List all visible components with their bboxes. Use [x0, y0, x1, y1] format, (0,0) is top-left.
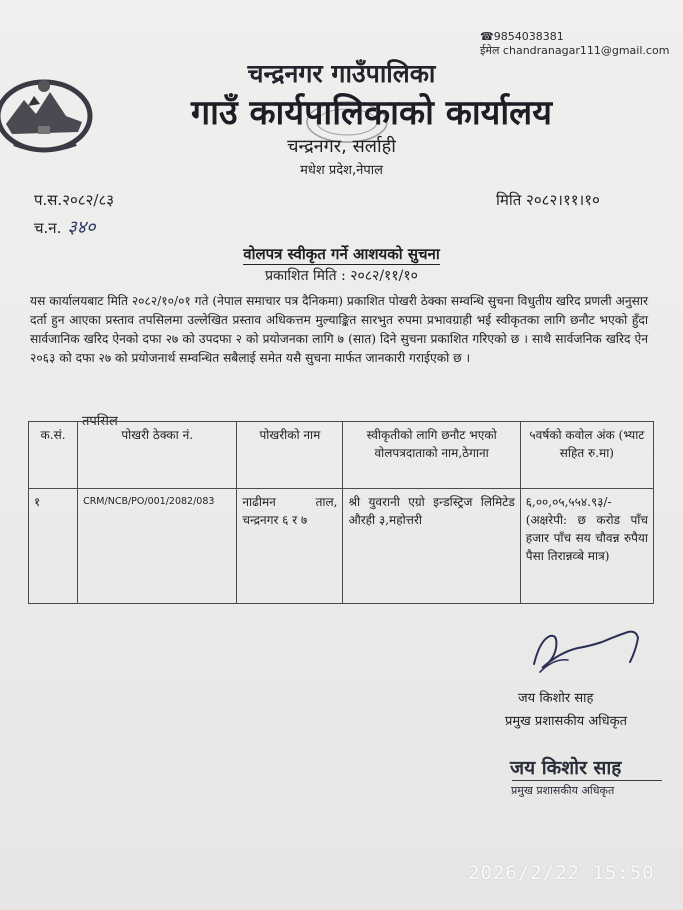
dispatch-label: च.न.	[34, 219, 62, 237]
reference-number: प.स.२०८२/८३	[34, 191, 115, 209]
contact-info	[480, 30, 669, 58]
notice-body: यस कार्यालयबाट मिति २०८२/१०/०१ गते (नेपाल समाचार पत्र दैनिकमा) प्रकाशित पोखरी ठेक्का सम्वन्धि सुचना विधुतीय खरिद प्रणली अनुसार दर्ता हुन आएका प्रस्ताव तपसिलमा उल्लेखित प्रस्ताव अधिकत्तम मुल्याङ्कित सारभुत रुपमा प्रभावग्राही भई स्वीकृतका लागि छनौट भएको हुँदा सार्वजानिक खरिद ऐनको दफा २७ को उपदफा २ को प्रयोजनका लागि ७ (सात) दिने सुचना प्रकाशित गरिएको छ । साथै सार्वजनिक खरिद ऐन २०६३ को दफा २७ को प्रयोजनार्थ सम्वन्धित सबैलाई समेत यसै सुचना मार्फत जानकारी गराईएको छ ।	[30, 294, 648, 365]
office-name: गाउँ कार्यपालिकाको कार्यालय	[191, 93, 552, 133]
email-address: ईमेल chandranagar111@gmail.com	[480, 44, 670, 57]
office-location: चन्द्रनगर, सर्लाही	[287, 136, 396, 157]
signer-role: प्रमुख प्रशासकीय अधिकृत	[505, 714, 628, 729]
notice-title	[0, 244, 683, 264]
dispatch-number	[34, 215, 95, 239]
role-stamp: प्रमुख प्रशासकीय अधिकृत	[511, 784, 615, 797]
notice-title-text: वोलपत्र स्वीकृत गर्ने आशयको सुचना	[243, 245, 440, 263]
province-name: मधेश प्रदेश,नेपाल	[300, 163, 383, 178]
cell-bidder: श्री युवरानी एग्रो इन्डस्ट्रिज लिमिटेड औरही ३,महोत्तरी	[343, 489, 520, 604]
cell-contract-no: CRM/NCB/PO/001/2082/083	[78, 489, 237, 604]
header-contract-no: पोखरी ठेक्का नं.	[78, 422, 237, 489]
published-date: प्रकाशित मिति : २०८२/११/१०	[265, 268, 418, 284]
header-bid-amount: ५वर्षको कवोल अंक (भ्याट सहित रु.मा)	[520, 422, 653, 489]
schedule-label: तपसिल	[82, 414, 118, 429]
dispatch-value: ३४०	[67, 217, 96, 238]
table-header-row	[29, 422, 654, 489]
stamp-divider	[512, 780, 662, 781]
signer-name: जय किशोर साह	[518, 691, 594, 706]
header-serial: क.सं.	[29, 422, 78, 489]
cell-serial: १	[29, 489, 78, 604]
bid-table	[28, 421, 654, 604]
photo-timestamp: 2026/2/22 15:50	[468, 862, 655, 884]
phone-number: ☎9854038381	[480, 30, 564, 43]
table-row	[29, 489, 654, 604]
header-pond-name: पोखरीको नाम	[237, 422, 343, 489]
letter-date: मिति २०८२।११।१०	[496, 191, 600, 209]
municipality-name: चन्द्रनगर गाउँपालिका	[247, 59, 436, 88]
header-bidder: स्वीकृतीको लागि छनौट भएको वोलपत्रदाताको नाम,ठेगाना	[343, 422, 520, 489]
cell-bid-amount: ६,००,०५,५५४.९३/- (अक्षरेपी: छ करोड पाँच हजार पाँच सय चौवन्न रुपैया पैसा तिरान्नव्बे मात्र)	[520, 489, 653, 604]
name-stamp: जय किशोर साह	[510, 757, 622, 779]
cell-pond-name: नाढीमन ताल, चन्द्रनगर ६ र ७	[237, 489, 343, 604]
signature-scribble	[520, 618, 640, 678]
